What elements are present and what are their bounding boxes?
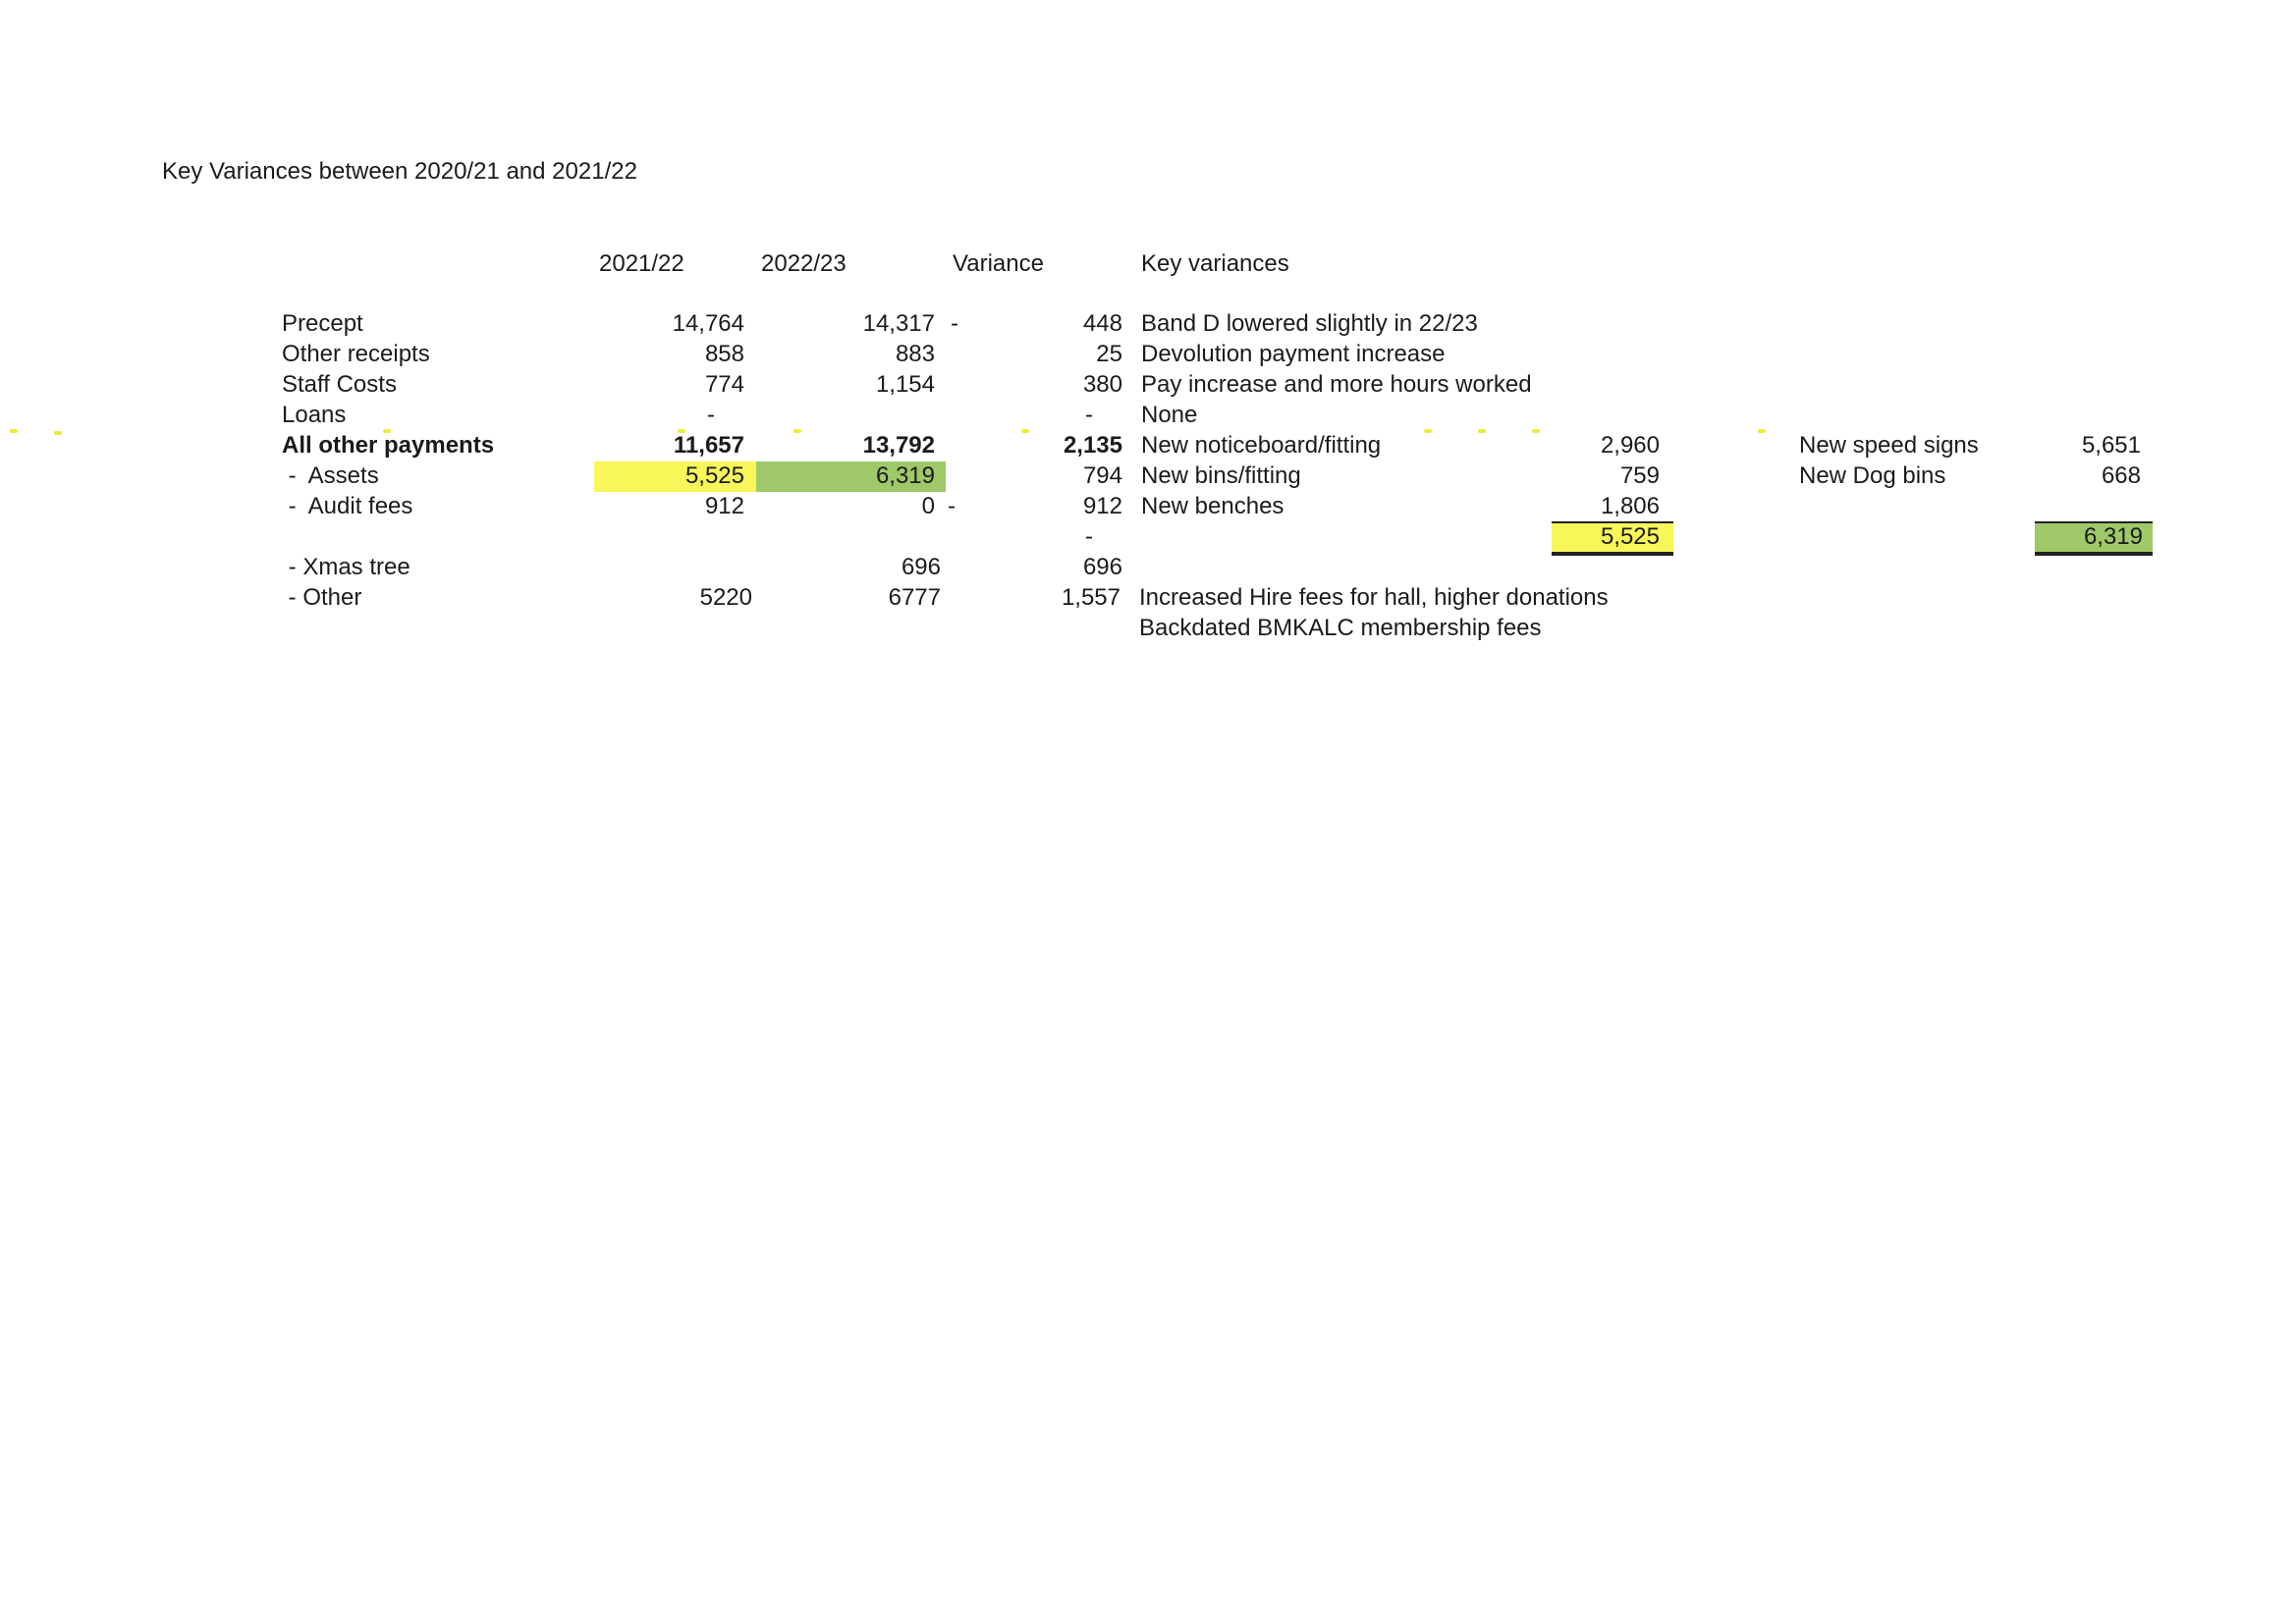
cell-2021: 5220 [699,584,752,611]
cell-amount2: 668 [2101,462,2141,489]
cell-note2: New speed signs [1799,432,1979,459]
cell-note: New noticeboard/fitting [1141,432,1382,459]
cell-variance: 794 [1082,462,1122,489]
scan-mark [1424,429,1432,433]
row-label: Loans [282,402,347,428]
cell-note: New bins/fitting [1141,462,1301,489]
row-label: Staff Costs [282,371,397,398]
header-variance: Variance [953,250,1044,277]
cell-2021: 912 [704,493,744,519]
cell-2021: 5,525 [684,462,744,489]
subtotal-amount: 5,525 [1600,523,1660,550]
cell-note: Backdated BMKALC membership fees [1139,615,1542,641]
subtotal-amount2: 6,319 [2083,523,2143,550]
scan-mark [1478,429,1486,433]
row-label: All other payments [282,432,495,459]
cell-variance: 448 [1082,310,1122,337]
row-label: - Xmas tree [282,554,410,580]
cell-sign: - [948,493,956,519]
cell-2021: 11,657 [673,432,744,459]
scan-mark [54,431,62,435]
total2-rule-bottom [2035,552,2153,556]
total-rule-bottom [1552,552,1673,556]
cell-variance: 696 [1082,554,1122,580]
cell-2022: 883 [895,341,935,367]
cell-variance: - [1085,402,1093,428]
header-key-variances: Key variances [1141,250,1289,277]
cell-variance: - [1085,523,1093,550]
cell-2022: 696 [901,554,941,580]
row-label: - Audit fees [282,493,413,519]
row-label: - Assets [282,462,379,489]
row-label: - Other [282,584,362,611]
cell-variance: 1,557 [1061,584,1121,611]
cell-2021: 858 [704,341,744,367]
cell-amount: 2,960 [1600,432,1660,459]
cell-variance: 912 [1082,493,1122,519]
cell-note: Devolution payment increase [1141,341,1446,367]
cell-2022: 1,154 [875,371,935,398]
row-label: Other receipts [282,341,430,367]
cell-note: New benches [1141,493,1285,519]
row-label: Precept [282,310,363,337]
cell-note: Band D lowered slightly in 22/23 [1141,310,1478,337]
cell-2021: 14,764 [672,310,744,337]
scan-mark [10,429,18,433]
cell-amount2: 5,651 [2081,432,2141,459]
cell-2022: 6777 [888,584,941,611]
cell-note: Pay increase and more hours worked [1141,371,1532,398]
cell-amount: 759 [1619,462,1660,489]
cell-2022: 0 [921,493,935,519]
cell-sign: - [951,310,958,337]
cell-amount: 1,806 [1600,493,1660,519]
cell-2021: 774 [704,371,744,398]
cell-2022: 13,792 [862,432,935,459]
header-2022-23: 2022/23 [761,250,847,277]
scan-mark [1758,429,1766,433]
cell-note2: New Dog bins [1799,462,1946,489]
cell-2021: - [707,402,715,428]
cell-note: Increased Hire fees for hall, higher donations [1139,584,1609,611]
page-title: Key Variances between 2020/21 and 2021/22 [162,158,637,185]
header-2021-22: 2021/22 [599,250,684,277]
cell-variance: 2,135 [1063,432,1122,459]
cell-note: None [1141,402,1198,428]
cell-variance: 380 [1082,371,1122,398]
cell-variance: 25 [1096,341,1122,367]
cell-2022: 14,317 [862,310,935,337]
cell-2022: 6,319 [875,462,935,489]
